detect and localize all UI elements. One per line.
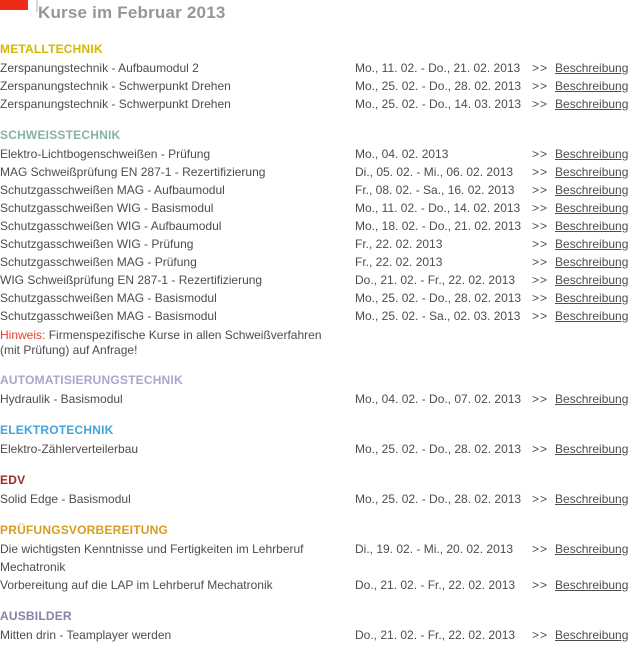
course-row (0, 199, 631, 217)
course-name: Elektro-Lichtbogenschweißen - Prüfung (0, 147, 211, 161)
course-row (0, 235, 631, 253)
beschreibung-link[interactable]: Beschreibung (555, 392, 629, 406)
course-link-cell (532, 289, 631, 307)
course-link-cell (532, 199, 631, 217)
course-name: WIG Schweißprüfung EN 287-1 - Rezertifizierung (0, 273, 263, 287)
course-link-cell (532, 540, 631, 558)
course-row (0, 253, 631, 271)
note-text-line1: Firmenspezifische Kurse in allen Schweißverfahren (48, 328, 322, 342)
chevrons-icon: >> (532, 201, 549, 215)
course-row (0, 576, 631, 594)
chevrons-icon: >> (532, 273, 549, 287)
beschreibung-link[interactable]: Beschreibung (555, 492, 629, 506)
course-date: Do., 21. 02. - Fr., 22. 02. 2013 (355, 273, 516, 287)
chevrons-icon: >> (532, 442, 549, 456)
brand-red-block (0, 0, 28, 10)
course-name: Schutzgasschweißen MAG - Aufbaumodul (0, 183, 225, 197)
course-name: Die wichtigsten Kenntnisse und Fertigkeiten im Lehrberuf Mechatronik (0, 542, 304, 574)
chevrons-icon: >> (532, 183, 549, 197)
course-name: Elektro-Zählerverteilerbau (0, 442, 139, 456)
course-name: Zerspanungstechnik - Schwerpunkt Drehen (0, 97, 231, 111)
section-rows (0, 626, 631, 644)
beschreibung-link[interactable]: Beschreibung (555, 219, 629, 233)
section-rows (0, 59, 631, 113)
course-date: Mo., 11. 02. - Do., 14. 02. 2013 (355, 201, 521, 215)
course-row (0, 95, 631, 113)
course-link-cell (532, 145, 631, 163)
course-section (0, 474, 631, 508)
section-heading: METALLTECHNIK (0, 42, 103, 56)
page-title: Kurse im Februar 2013 (38, 3, 226, 22)
section-heading: AUSBILDER (0, 609, 72, 623)
course-name: Schutzgasschweißen MAG - Basismodul (0, 309, 217, 323)
course-link-cell (532, 59, 631, 77)
course-row (0, 307, 631, 325)
course-name: MAG Schweißprüfung EN 287-1 - Rezertifizierung (0, 165, 266, 179)
beschreibung-link[interactable]: Beschreibung (555, 97, 629, 111)
course-link-cell (532, 253, 631, 271)
beschreibung-link[interactable]: Beschreibung (555, 291, 629, 305)
course-name: Vorbereitung auf die LAP im Lehrberuf Mechatronik (0, 578, 273, 592)
section-rows (0, 490, 631, 508)
course-date: Fr., 22. 02. 2013 (355, 255, 443, 269)
header-tick (36, 0, 38, 12)
beschreibung-link[interactable]: Beschreibung (555, 61, 629, 75)
course-section (0, 610, 631, 644)
course-row (0, 540, 631, 576)
course-name: Mitten drin - Teamplayer werden (0, 628, 172, 642)
chevrons-icon: >> (532, 255, 549, 269)
course-row (0, 626, 631, 644)
chevrons-icon: >> (532, 165, 549, 179)
course-date: Do., 21. 02. - Fr., 22. 02. 2013 (355, 578, 516, 592)
beschreibung-link[interactable]: Beschreibung (555, 165, 629, 179)
course-row (0, 440, 631, 458)
note-text-line2: (mit Prüfung) auf Anfrage! (0, 343, 138, 357)
beschreibung-link[interactable]: Beschreibung (555, 79, 629, 93)
course-link-cell (532, 390, 631, 408)
course-name: Zerspanungstechnik - Aufbaumodul 2 (0, 61, 199, 75)
course-date: Mo., 04. 02. - Do., 07. 02. 2013 (355, 392, 522, 406)
beschreibung-link[interactable]: Beschreibung (555, 147, 629, 161)
section-heading: SCHWEISSTECHNIK (0, 128, 121, 142)
course-name: Hydraulik - Basismodul (0, 392, 123, 406)
chevrons-icon: >> (532, 542, 549, 556)
course-link-cell (532, 307, 631, 325)
course-date: Di., 05. 02. - Mi., 06. 02. 2013 (355, 165, 514, 179)
course-sections (0, 43, 631, 644)
course-link-cell (532, 626, 631, 644)
course-link-cell (532, 95, 631, 113)
beschreibung-link[interactable]: Beschreibung (555, 237, 629, 251)
chevrons-icon: >> (532, 628, 549, 642)
section-rows (0, 540, 631, 594)
course-date: Mo., 25. 02. - Do., 28. 02. 2013 (355, 492, 522, 506)
course-date: Mo., 11. 02. - Do., 21. 02. 2013 (355, 61, 521, 75)
beschreibung-link[interactable]: Beschreibung (555, 183, 629, 197)
beschreibung-link[interactable]: Beschreibung (555, 628, 629, 642)
section-heading: PRÜFUNGSVORBEREITUNG (0, 523, 169, 537)
course-date: Mo., 25. 02. - Do., 28. 02. 2013 (355, 291, 522, 305)
course-name: Solid Edge - Basismodul (0, 492, 131, 506)
beschreibung-link[interactable]: Beschreibung (555, 309, 629, 323)
course-date: Di., 19. 02. - Mi., 20. 02. 2013 (355, 542, 514, 556)
chevrons-icon: >> (532, 291, 549, 305)
chevrons-icon: >> (532, 147, 549, 161)
course-date: Mo., 25. 02. - Sa., 02. 03. 2013 (355, 309, 521, 323)
chevrons-icon: >> (532, 79, 549, 93)
course-name: Schutzgasschweißen WIG - Basismodul (0, 201, 214, 215)
beschreibung-link[interactable]: Beschreibung (555, 201, 629, 215)
course-date: Mo., 25. 02. - Do., 28. 02. 2013 (355, 442, 522, 456)
section-heading: AUTOMATISIERUNGSTECHNIK (0, 373, 183, 387)
course-date: Fr., 22. 02. 2013 (355, 237, 443, 251)
course-date: Mo., 04. 02. 2013 (355, 147, 449, 161)
course-link-cell (532, 163, 631, 181)
section-heading: ELEKTROTECHNIK (0, 423, 114, 437)
beschreibung-link[interactable]: Beschreibung (555, 542, 629, 556)
course-name: Schutzgasschweißen WIG - Prüfung (0, 237, 194, 251)
course-link-cell (532, 576, 631, 594)
course-section (0, 524, 631, 594)
course-link-cell (532, 271, 631, 289)
course-row (0, 289, 631, 307)
course-row (0, 163, 631, 181)
course-section (0, 43, 631, 113)
course-section (0, 129, 631, 358)
note-label: Hinweis: (0, 328, 46, 342)
course-date: Mo., 25. 02. - Do., 28. 02. 2013 (355, 79, 522, 93)
course-row (0, 181, 631, 199)
chevrons-icon: >> (532, 492, 549, 506)
course-row (0, 490, 631, 508)
beschreibung-link[interactable]: Beschreibung (555, 442, 629, 456)
section-heading: EDV (0, 473, 26, 487)
chevrons-icon: >> (532, 309, 549, 323)
course-date: Mo., 25. 02. - Do., 14. 03. 2013 (355, 97, 522, 111)
course-row (0, 59, 631, 77)
chevrons-icon: >> (532, 219, 549, 233)
course-link-cell (532, 490, 631, 508)
course-name: Schutzgasschweißen WIG - Aufbaumodul (0, 219, 222, 233)
course-row (0, 271, 631, 289)
course-row (0, 145, 631, 163)
course-link-cell (532, 235, 631, 253)
course-name: Schutzgasschweißen MAG - Basismodul (0, 291, 217, 305)
chevrons-icon: >> (532, 578, 549, 592)
chevrons-icon: >> (532, 61, 549, 75)
beschreibung-link[interactable]: Beschreibung (555, 255, 629, 269)
course-date: Do., 21. 02. - Fr., 22. 02. 2013 (355, 628, 516, 642)
course-section (0, 424, 631, 458)
section-note (0, 328, 631, 358)
course-date: Fr., 08. 02. - Sa., 16. 02. 2013 (355, 183, 515, 197)
section-rows (0, 440, 631, 458)
course-name: Zerspanungstechnik - Schwerpunkt Drehen (0, 79, 231, 93)
chevrons-icon: >> (532, 97, 549, 111)
course-row (0, 390, 631, 408)
course-row (0, 77, 631, 95)
section-rows (0, 390, 631, 408)
course-link-cell (532, 440, 631, 458)
section-rows (0, 145, 631, 325)
course-link-cell (532, 77, 631, 95)
course-link-cell (532, 217, 631, 235)
course-link-cell (532, 181, 631, 199)
course-name: Schutzgasschweißen MAG - Prüfung (0, 255, 197, 269)
beschreibung-link[interactable]: Beschreibung (555, 273, 629, 287)
course-date: Mo., 18. 02. - Do., 21. 02. 2013 (355, 219, 522, 233)
beschreibung-link[interactable]: Beschreibung (555, 578, 629, 592)
course-section (0, 374, 631, 408)
chevrons-icon: >> (532, 237, 549, 251)
chevrons-icon: >> (532, 392, 549, 406)
course-row (0, 217, 631, 235)
